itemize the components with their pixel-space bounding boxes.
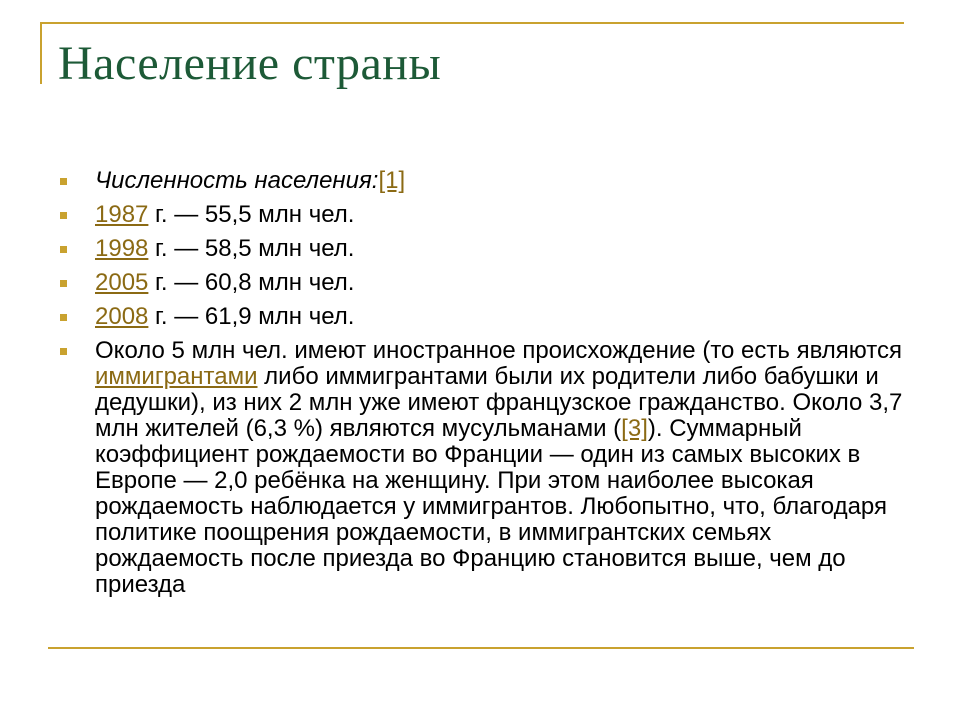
year-link-1987[interactable]: 1987 xyxy=(95,201,149,228)
slide-content xyxy=(60,168,910,606)
immigrants-link[interactable]: иммигрантами xyxy=(95,363,258,390)
bottom-divider xyxy=(48,647,914,649)
bullet-population-heading xyxy=(60,168,910,194)
bullet-year-1998 xyxy=(60,236,910,262)
bullet-square-icon xyxy=(60,178,67,185)
bullet-list xyxy=(60,168,910,598)
population-value: г. — 58,5 млн чел. xyxy=(148,235,355,262)
bullet-square-icon xyxy=(60,280,67,287)
population-heading-text: Численность населения: xyxy=(95,167,379,194)
bullet-square-icon xyxy=(60,246,67,253)
paragraph-text-part-2: либо иммигрантами были их родители либо бабушки и дедушки), из них 2 млн уже имеют французское гражданство. Около 3,7 млн жителей (6,3 %) являются мусульманами ( xyxy=(95,363,903,442)
population-value: г. — 61,9 млн чел. xyxy=(148,303,355,330)
year-link-2005[interactable]: 2005 xyxy=(95,269,149,296)
year-link-2008[interactable]: 2008 xyxy=(95,303,149,330)
footnote-link-3[interactable]: [3] xyxy=(621,415,648,442)
bullet-year-2008 xyxy=(60,304,910,330)
bullet-year-1987 xyxy=(60,202,910,228)
left-divider xyxy=(40,22,42,84)
bullet-year-2005 xyxy=(60,270,910,296)
population-value: г. — 55,5 млн чел. xyxy=(148,201,355,228)
paragraph-text-part-1: Около 5 млн чел. имеют иностранное происхождение (то есть являются xyxy=(95,337,902,364)
footnote-link-1[interactable]: [1] xyxy=(378,167,406,194)
bullet-square-icon xyxy=(60,348,67,355)
population-value: г. — 60,8 млн чел. xyxy=(148,269,355,296)
bullet-square-icon xyxy=(60,212,67,219)
paragraph-text-part-3: ). Суммарный коэффициент рождаемости во Франции — один из самых высоких в Европе — 2,0 ребёнка на женщину. При этом наиболее высокая рождаемость наблюдается у иммигрантов. Любопытно, что, благодаря политике поощрения рождаемости, в иммигрантских семьях рождаемость после приезда во Францию становится выше, чем до приезда xyxy=(95,415,887,598)
page-title: Население страны xyxy=(58,37,442,90)
bullet-immigration-paragraph xyxy=(60,338,910,598)
top-divider xyxy=(40,22,904,24)
year-link-1998[interactable]: 1998 xyxy=(95,235,149,262)
bullet-square-icon xyxy=(60,314,67,321)
